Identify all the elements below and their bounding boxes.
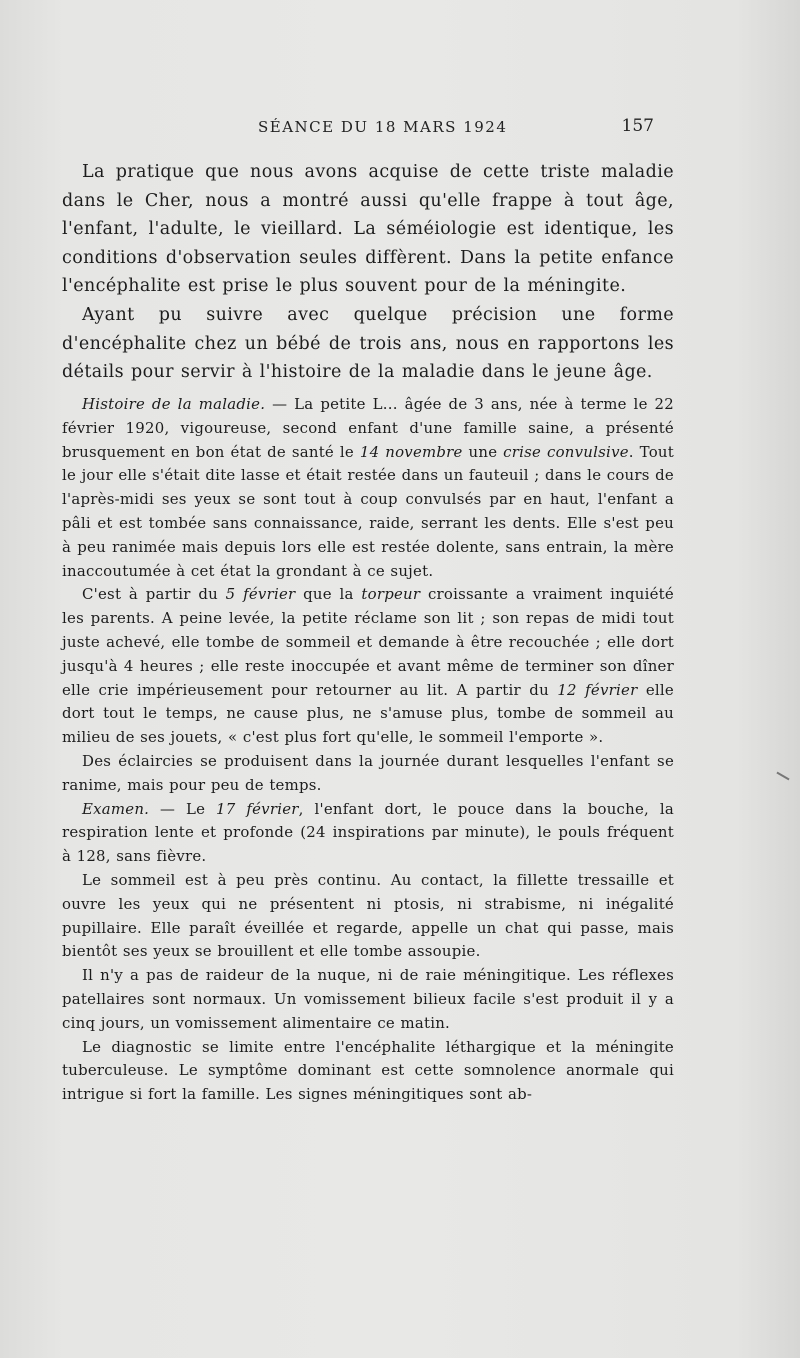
date-emphasis: 14 novembre	[359, 442, 463, 461]
text-run: — Le	[149, 799, 217, 818]
case-observation	[62, 393, 674, 1107]
paragraph: La pratique que nous avons acquise de cette triste maladie dans le Cher, nous a montré aussi qu'elle frappe à tout âge, l'enfant, l'adulte, le vieillard. La séméiologie est identique, les conditions d'observation seules diffèrent. Dans la petite enfance l'encéphalite est prise le plus souvent pour de la méningite.	[62, 162, 674, 297]
paragraph	[62, 798, 674, 869]
date-emphasis: 5 février	[225, 585, 296, 604]
paragraph: Le sommeil est à peu près continu. Au contact, la fillette tressaille et ouvre les yeux qui ne présentent ni ptosis, ni strabisme, ni inégalité pupillaire. Elle paraît éveillée et regarde, appelle un chat qui passe, mais bientôt ses yeux se brouillent et elle tombe assoupie.	[62, 870, 674, 961]
term-emphasis: torpeur	[361, 585, 421, 604]
text-run: , l'enfant dort, le pouce dans la bouche, la respiration lente et profonde (24 inspirations par minute), le pouls fréquent à 128, sans fièvre.	[62, 799, 674, 866]
section-label: Histoire de la maladie.	[82, 395, 266, 413]
paragraph: Le diagnostic se limite entre l'encéphalite léthargique et la méningite tuberculeuse. Le symptôme dominant est cette somnolence anormale qui intrigue si fort la famille. Les signes méningitiques sont ab-	[62, 1037, 674, 1104]
paragraph	[62, 583, 674, 750]
section-label: Examen.	[82, 799, 150, 818]
page-number: 157	[621, 116, 654, 136]
paragraph: Ayant pu suivre avec quelque précision une forme d'encéphalite chez un bébé de trois ans, nous en rapportons les détails pour servir à l'histoire de la maladie dans le jeune âge.	[62, 304, 674, 383]
paragraph: Il n'y a pas de raideur de la nuque, ni de raie méningitique. Les réflexes patellaires sont normaux. Un vomissement bilieux facile s'est produit il y a cinq jours, un vomissement alimentaire ce matin.	[62, 966, 674, 1032]
term-emphasis: crise convulsive	[503, 442, 629, 461]
running-head: SÉANCE DU 18 MARS 1924	[258, 118, 508, 136]
text-run: que la	[295, 585, 362, 604]
main-text	[62, 158, 674, 387]
text-run: croissante a vraiment inquiété les parents. A peine levée, la petite réclame son lit ; son repas de midi tout juste achevé, elle tombe de sommeil et demande à être recouchée ; elle dort jusqu'à 4 heures ; elle reste inoccupée et avant même de terminer son dîner elle crie impérieusement pour retourner au lit. A partir du	[62, 585, 674, 699]
text-run: C'est à partir du	[82, 585, 226, 604]
text-run: . Tout le jour elle s'était dite lasse et était restée dans un fauteuil ; dans le cours de l'après-midi ses yeux se sont tout à coup convulsés par en haut, l'enfant a pâli et est tombée sans connaissance, raide, serrant les dents. Elle s'est peu à peu ranimée mais depuis lors elle est restée dolente, sans entrain, la mère inaccoutumée à cet état la grondant à ce sujet.	[62, 442, 674, 580]
paragraph: Des éclaircies se produisent dans la journée durant lesquelles l'enfant se ranime, mais pour peu de temps.	[62, 751, 674, 794]
text-run: — La petite L... âgée de 3 ans, née à terme le 22 février 1920, vigoureuse, second enfant d'une famille saine, a présenté brusquement en bon état de santé le	[62, 395, 674, 461]
text-run: elle dort tout le temps, ne cause plus, ne s'amuse plus, tombe de sommeil au milieu de ses jouets, « c'est plus fort qu'elle, le sommeil l'emporte ».	[62, 680, 674, 747]
date-emphasis: 12 février	[557, 680, 638, 699]
text-run: une	[462, 442, 504, 461]
date-emphasis: 17 février	[216, 799, 299, 818]
paragraph	[62, 393, 674, 583]
margin-mark	[776, 772, 789, 781]
